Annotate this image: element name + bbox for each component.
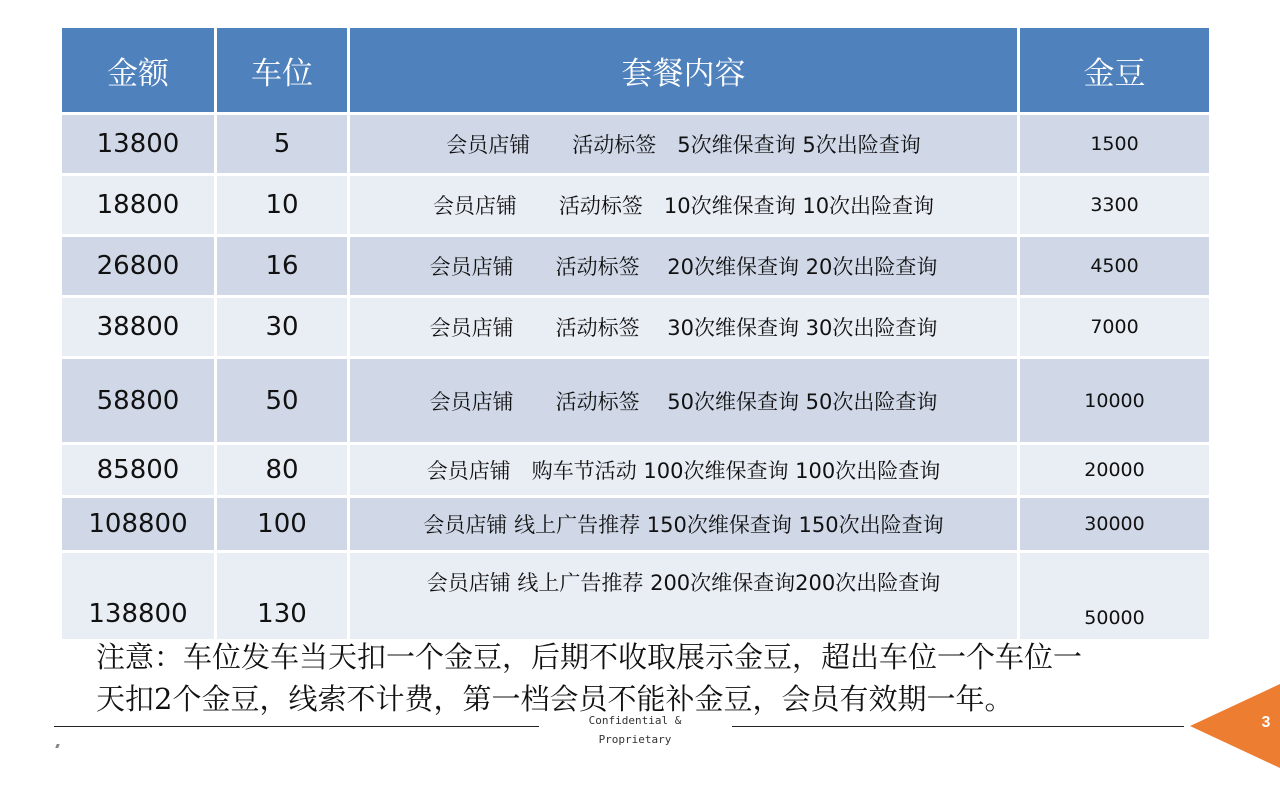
table-header-row — [62, 28, 1209, 112]
table-row — [62, 553, 1209, 639]
beans-cell: 10000 — [1020, 359, 1209, 442]
seats-cell: 16 — [217, 237, 347, 295]
seats-cell: 100 — [217, 498, 347, 550]
amount-cell: 38800 — [62, 298, 214, 356]
beans-cell: 3300 — [1020, 176, 1209, 234]
note-line-1: 注意：车位发车当天扣一个金豆，后期不收取展示金豆，超出车位一个车位一 — [96, 640, 1083, 674]
seats-cell: 10 — [217, 176, 347, 234]
seats-cell: 80 — [217, 445, 347, 495]
beans-cell: 4500 — [1020, 237, 1209, 295]
header-beans: 金豆 — [1020, 28, 1209, 112]
beans-cell: 20000 — [1020, 445, 1209, 495]
amount-cell: 108800 — [62, 498, 214, 550]
confidential-line-2: Proprietary — [598, 733, 672, 746]
beans-cell: 30000 — [1020, 498, 1209, 550]
package-cell: 会员店铺 活动标签 10次维保查询 10次出险查询 — [350, 176, 1017, 234]
header-package: 套餐内容 — [350, 28, 1017, 112]
beans-cell: 1500 — [1020, 115, 1209, 173]
seats-cell: 50 — [217, 359, 347, 442]
footer-mark — [55, 744, 59, 748]
page-number: 3 — [1261, 714, 1271, 731]
table-row — [62, 298, 1209, 356]
table-row — [62, 498, 1209, 550]
beans-cell: 50000 — [1020, 553, 1209, 639]
footer-divider-left — [54, 726, 539, 727]
seats-cell: 130 — [217, 553, 347, 639]
package-cell: 会员店铺 购车节活动 100次维保查询 100次出险查询 — [350, 445, 1017, 495]
package-cell: 会员店铺 活动标签 30次维保查询 30次出险查询 — [350, 298, 1017, 356]
table-row — [62, 237, 1209, 295]
confidential-line-1: Confidential & — [588, 714, 682, 727]
amount-cell: 85800 — [62, 445, 214, 495]
footer-divider-right — [732, 726, 1184, 727]
package-cell: 会员店铺 活动标签 50次维保查询 50次出险查询 — [350, 359, 1017, 442]
amount-cell: 26800 — [62, 237, 214, 295]
package-cell: 会员店铺 活动标签 20次维保查询 20次出险查询 — [350, 237, 1017, 295]
amount-cell: 18800 — [62, 176, 214, 234]
header-amount: 金额 — [62, 28, 214, 112]
package-price-table — [62, 28, 1209, 639]
note-line-2: 天扣2个金豆，线索不计费，第一档会员不能补金豆，会员有效期一年。 — [96, 682, 1014, 716]
table-row — [62, 359, 1209, 442]
table-row — [62, 445, 1209, 495]
package-cell: 会员店铺 线上广告推荐 150次维保查询 150次出险查询 — [350, 498, 1017, 550]
amount-cell: 58800 — [62, 359, 214, 442]
package-cell: 会员店铺 线上广告推荐 200次维保查询200次出险查询 — [350, 553, 1017, 639]
beans-cell: 7000 — [1020, 298, 1209, 356]
amount-cell: 138800 — [62, 553, 214, 639]
seats-cell: 5 — [217, 115, 347, 173]
note-text — [96, 636, 1206, 720]
amount-cell: 13800 — [62, 115, 214, 173]
confidential-label — [560, 711, 710, 749]
table-row — [62, 115, 1209, 173]
table-row — [62, 176, 1209, 234]
seats-cell: 30 — [217, 298, 347, 356]
header-seats: 车位 — [217, 28, 347, 112]
package-cell: 会员店铺 活动标签 5次维保查询 5次出险查询 — [350, 115, 1017, 173]
